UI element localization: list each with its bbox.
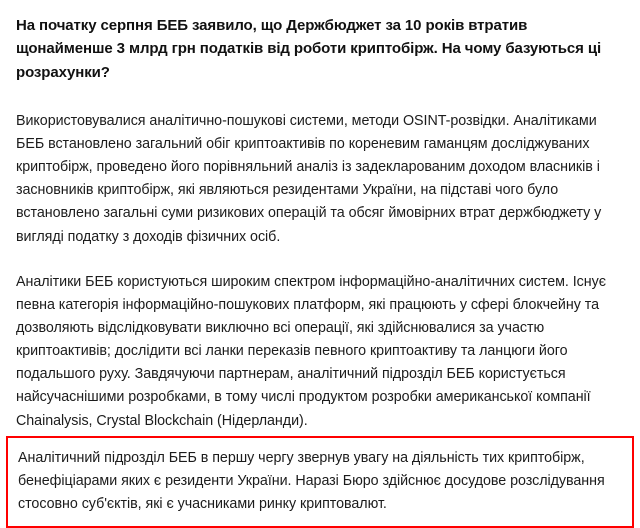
highlighted-paragraph: Аналітичний підрозділ БЕБ в першу чергу звернув увагу на діяльність тих криптобірж, бенефіціарами яких є резиденти України. Наразі Бюро здійснює досудове розслідування стосовно суб'єктів, які є учасниками ринку криптовалют.: [18, 449, 605, 512]
article-paragraph-2: Аналітики БЕБ користуються широким спектром інформаційно-аналітичних систем. Існує певна категорія інформаційно-пошукових платформ, які працюють у сфері блокчейну та дозволяють відслідковувати виключно всі операції, які здійснювалися за участю криптоактивів; дослідити всі ланки переказів певного криптоактиву та ланцюги його подальшого руху. Завдячуючи партнерам, аналітичний підрозділ БЕБ користується найсучаснішими розробками, в тому числі продуктом розробки американської компанії Chainalysis, Crystal Blockchain (Нідерланди).: [16, 273, 606, 429]
article-lead-paragraph: На початку серпня БЕБ заявило, що Держбюджет за 10 років втратив щонайменше 3 млрд грн податків від роботи криптобірж. На чому базуються ці розрахунки?: [16, 17, 602, 81]
highlighted-callout-box: [6, 436, 634, 528]
article-paragraph-1: Використовувалися аналітично-пошукові системи, методи OSINT-розвідки. Аналітиками БЕБ встановлено загальний обіг криптоактивів по кореневим гаманцям досліджуваних криптобірж, проведено його порівняльний аналіз із задекларованим доходом власників і засновників криптобірж, які являються резидентами України, на підставі чого було встановлено загальні суми ризикових операцій та обсяг ймовірних втрат держбюджету у вигляді податку з доходів фізичних осіб.: [16, 112, 602, 245]
